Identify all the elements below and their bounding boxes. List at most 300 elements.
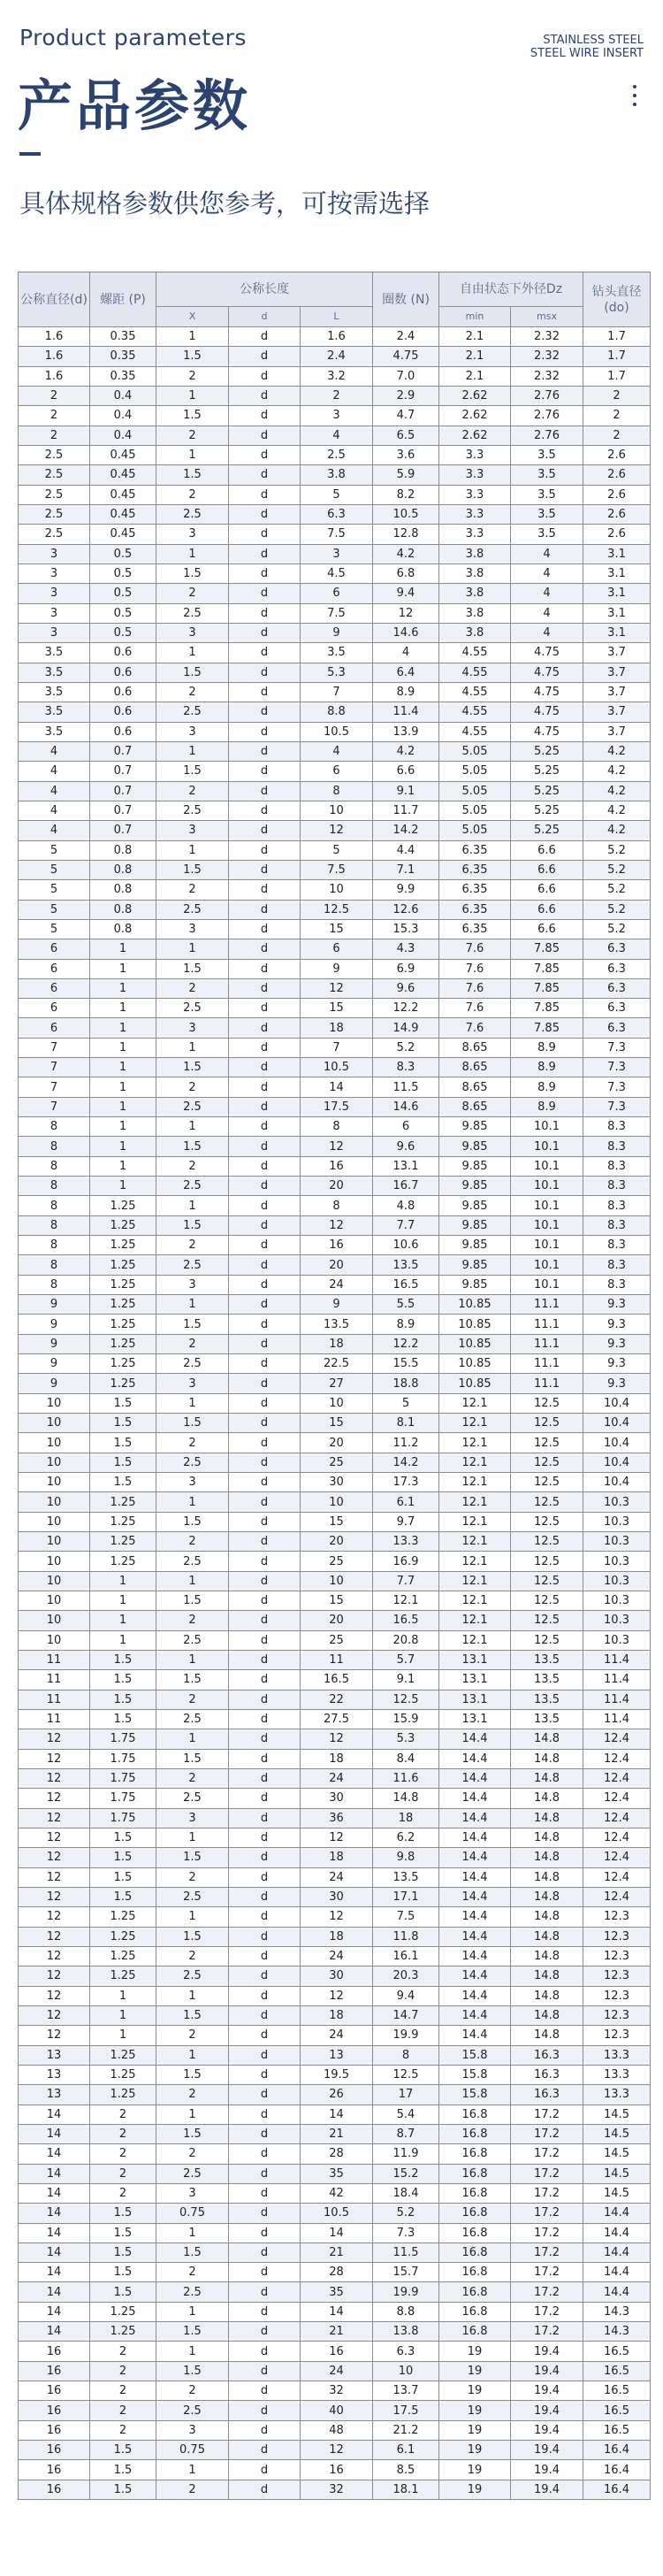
table-cell: 17.2 (511, 2183, 583, 2203)
table-row (19, 2144, 651, 2164)
table-cell: 1 (156, 939, 229, 959)
table-cell: 1.25 (90, 1966, 156, 1986)
table-row (19, 840, 651, 860)
table-cell: 0.4 (90, 406, 156, 426)
table-cell: 9 (19, 1334, 90, 1353)
table-cell: 16 (19, 2361, 90, 2380)
table-row (19, 1808, 651, 1828)
table-cell: 16.5 (301, 1670, 373, 1690)
table-cell: 12.3 (583, 1907, 651, 1927)
table-cell: 14.6 (373, 1097, 439, 1116)
table-cell: 11.1 (511, 1354, 583, 1374)
table-cell: 0.7 (90, 762, 156, 781)
table-cell: 12.4 (583, 1749, 651, 1768)
table-cell: 14.4 (439, 1848, 511, 1867)
table-cell: d (229, 741, 301, 761)
table-cell: 3 (156, 1275, 229, 1294)
table-cell: 10 (19, 1492, 90, 1512)
table-row (19, 1177, 651, 1196)
table-cell: 19.4 (511, 2460, 583, 2480)
table-cell: 0.75 (156, 2204, 229, 2223)
table-cell: 0.45 (90, 504, 156, 524)
table-cell: 10.4 (583, 1433, 651, 1453)
table-cell: 4 (19, 801, 90, 820)
table-cell: d (229, 366, 301, 386)
table-cell: 8.8 (373, 2302, 439, 2321)
table-cell: 6 (19, 978, 90, 998)
table-cell: 1.25 (90, 1354, 156, 1374)
table-cell: 5.3 (301, 663, 373, 682)
table-cell: 16 (19, 2420, 90, 2440)
table-cell: 2 (156, 1433, 229, 1453)
table-cell: 9.8 (373, 1848, 439, 1867)
table-cell: 13.8 (373, 2322, 439, 2342)
table-cell: d (229, 643, 301, 663)
table-cell: d (229, 544, 301, 564)
table-row (19, 762, 651, 781)
table-cell: 1 (90, 1177, 156, 1196)
table-cell: 15 (301, 999, 373, 1018)
table-cell: 30 (301, 1887, 373, 1906)
table-cell: 32 (301, 2480, 373, 2499)
table-cell: 12 (19, 1848, 90, 1867)
table-cell: 10 (373, 2361, 439, 2380)
table-cell: 16.1 (373, 1946, 439, 1966)
table-cell: d (229, 2282, 301, 2302)
table-cell: 1.25 (90, 1927, 156, 1946)
table-cell: 2.5 (156, 900, 229, 919)
table-cell: 4 (19, 821, 90, 840)
table-cell: 13.5 (511, 1690, 583, 1709)
table-cell: 6.6 (511, 860, 583, 879)
table-cell: 1.5 (156, 1749, 229, 1768)
table-cell: 10 (19, 1591, 90, 1611)
table-cell: 1 (156, 1907, 229, 1927)
table-row (19, 465, 651, 485)
header-turns: 圈数 (N) (373, 272, 439, 327)
table-cell: 2 (156, 2263, 229, 2282)
table-cell: d (229, 1650, 301, 1669)
table-cell: d (229, 2263, 301, 2282)
table-cell: d (229, 2124, 301, 2143)
table-cell: d (229, 2085, 301, 2104)
table-cell: d (229, 2204, 301, 2223)
table-cell: 3.5 (511, 445, 583, 464)
table-cell: 8 (301, 781, 373, 801)
table-cell: 1.5 (156, 2005, 229, 2025)
table-cell: 4 (511, 564, 583, 583)
table-row (19, 1927, 651, 1946)
table-cell: 19.4 (511, 2441, 583, 2460)
table-cell: 21.2 (373, 2420, 439, 2440)
table-cell: 2.5 (156, 1709, 229, 1729)
table-cell: 4 (511, 623, 583, 642)
table-cell: 1 (90, 959, 156, 978)
table-cell: 24 (301, 1946, 373, 1966)
table-cell: 5 (301, 840, 373, 860)
table-row (19, 1828, 651, 1847)
table-cell: 14.4 (439, 1946, 511, 1966)
table-cell: d (229, 999, 301, 1018)
table-cell: 10.4 (583, 1393, 651, 1413)
table-row (19, 1946, 651, 1966)
table-cell: 16 (301, 1236, 373, 1255)
table-cell: 15.7 (373, 2263, 439, 2282)
table-cell: 2.32 (511, 366, 583, 386)
table-row (19, 1215, 651, 1235)
table-cell: d (229, 2361, 301, 2380)
table-cell: 2.5 (156, 2164, 229, 2183)
table-cell: 1 (90, 978, 156, 998)
table-cell: 10.1 (511, 1156, 583, 1176)
table-cell: 10.3 (583, 1630, 651, 1650)
table-cell: 2.1 (439, 347, 511, 366)
table-cell: 17.2 (511, 2322, 583, 2342)
table-cell: 27.5 (301, 1709, 373, 1729)
table-cell: 12.1 (373, 1591, 439, 1611)
header-free-min: min (439, 307, 511, 327)
table-cell: 6.1 (373, 2441, 439, 2460)
table-cell: 2 (156, 1077, 229, 1097)
table-cell: 1.5 (90, 2441, 156, 2460)
table-cell: 6.3 (583, 939, 651, 959)
table-cell: 7 (19, 1038, 90, 1057)
table-cell: 1.5 (156, 762, 229, 781)
table-cell: 12.5 (511, 1492, 583, 1512)
table-cell: 3.1 (583, 584, 651, 603)
table-row (19, 2480, 651, 2499)
table-cell: d (229, 445, 301, 464)
table-cell: 14.4 (583, 2282, 651, 2302)
table-cell: 2.9 (373, 386, 439, 405)
table-cell: 7.6 (439, 1018, 511, 1038)
table-cell: 0.8 (90, 900, 156, 919)
table-cell: 2 (156, 2381, 229, 2401)
table-cell: 4 (19, 781, 90, 801)
table-cell: 21 (301, 2242, 373, 2262)
table-cell: 12 (301, 1828, 373, 1847)
table-cell: d (229, 525, 301, 544)
table-cell: d (229, 386, 301, 405)
table-cell: 7.7 (373, 1571, 439, 1591)
table-cell: 0.8 (90, 840, 156, 860)
table-cell: 10 (19, 1532, 90, 1552)
table-cell: 7.3 (583, 1058, 651, 1077)
table-cell: 8 (301, 1196, 373, 1215)
table-cell: 14.4 (439, 1887, 511, 1906)
table-cell: 1 (156, 2045, 229, 2065)
table-cell: 6.3 (583, 999, 651, 1018)
table-cell: 18 (301, 1334, 373, 1353)
table-cell: 1 (156, 1492, 229, 1512)
table-cell: 12.3 (583, 1927, 651, 1946)
table-cell: d (229, 1453, 301, 1472)
table-cell: 1.25 (90, 2085, 156, 2104)
table-cell: 17.2 (511, 2302, 583, 2321)
table-cell: 20.8 (373, 1630, 439, 1650)
table-cell: 2 (301, 386, 373, 405)
table-cell: 6.9 (373, 959, 439, 978)
table-cell: 6.5 (373, 426, 439, 445)
table-cell: 1.5 (90, 2223, 156, 2242)
table-cell: d (229, 2441, 301, 2460)
table-cell: d (229, 1334, 301, 1353)
table-cell: 1.6 (301, 327, 373, 347)
table-cell: 1.5 (90, 1414, 156, 1433)
table-cell: 30 (301, 1473, 373, 1492)
table-cell: d (229, 1354, 301, 1374)
table-cell: 14 (19, 2322, 90, 2342)
table-cell: 2 (156, 1611, 229, 1630)
table-cell: 7.6 (439, 978, 511, 998)
table-cell: 10.6 (373, 1236, 439, 1255)
more-icon[interactable] (633, 85, 636, 110)
table-cell: 5 (19, 840, 90, 860)
table-cell: 17 (373, 2085, 439, 2104)
table-cell: 7 (301, 1038, 373, 1057)
table-cell: 14.8 (511, 1927, 583, 1946)
table-cell: 24 (301, 1768, 373, 1788)
table-row (19, 702, 651, 722)
table-cell: 10.1 (511, 1177, 583, 1196)
table-row (19, 959, 651, 978)
table-cell: 10.4 (583, 1414, 651, 1433)
table-cell: d (229, 1058, 301, 1077)
table-cell: 9.85 (439, 1236, 511, 1255)
table-cell: 18.8 (373, 1374, 439, 1393)
table-cell: d (229, 1077, 301, 1097)
table-cell: 12 (301, 1729, 373, 1749)
table-cell: 1 (156, 1571, 229, 1591)
table-cell: 1 (156, 2342, 229, 2361)
table-cell: 19 (439, 2401, 511, 2420)
table-cell: 9.85 (439, 1177, 511, 1196)
table-cell: 17.2 (511, 2282, 583, 2302)
table-cell: 12 (301, 821, 373, 840)
table-cell: 1.5 (156, 1512, 229, 1531)
table-cell: 3.5 (19, 722, 90, 741)
table-cell: 9.9 (373, 880, 439, 900)
table-cell: 1.6 (19, 327, 90, 347)
table-cell: 14.7 (373, 2005, 439, 2025)
table-cell: 1.5 (90, 1473, 156, 1492)
table-cell: 4.2 (583, 741, 651, 761)
table-cell: 2.5 (156, 504, 229, 524)
table-cell: 11.4 (583, 1690, 651, 1709)
table-row (19, 1433, 651, 1453)
table-cell: 0.4 (90, 426, 156, 445)
table-cell: 17.3 (373, 1473, 439, 1492)
table-cell: 4 (19, 741, 90, 761)
table-cell: 1.25 (90, 2302, 156, 2321)
table-row (19, 2045, 651, 2065)
table-cell: 12.1 (439, 1453, 511, 1472)
table-row (19, 2361, 651, 2380)
table-cell: 12 (19, 1887, 90, 1906)
table-cell: d (229, 1749, 301, 1768)
table-cell: 12.1 (439, 1630, 511, 1650)
table-cell: 12.2 (373, 999, 439, 1018)
table-cell: 0.6 (90, 643, 156, 663)
table-cell: 12.1 (439, 1591, 511, 1611)
table-cell: 2 (156, 1156, 229, 1176)
table-cell: 3 (156, 525, 229, 544)
table-cell: 7.5 (301, 603, 373, 623)
table-cell: 16.8 (439, 2242, 511, 2262)
table-cell: 11.5 (373, 2242, 439, 2262)
table-row (19, 1709, 651, 1729)
table-cell: d (229, 2183, 301, 2203)
table-cell: 1 (156, 741, 229, 761)
table-cell: 10.85 (439, 1295, 511, 1315)
table-cell: 14 (19, 2282, 90, 2302)
table-cell: 1.5 (90, 2282, 156, 2302)
table-cell: 14.8 (511, 1887, 583, 1906)
table-cell: 16 (19, 2401, 90, 2420)
table-cell: d (229, 1196, 301, 1215)
table-cell: 8 (19, 1156, 90, 1176)
table-cell: 14.4 (583, 2242, 651, 2262)
table-cell: 12 (301, 1215, 373, 1235)
table-cell: 15.8 (439, 2045, 511, 2065)
table-cell: d (229, 1097, 301, 1116)
table-cell: 10 (19, 1393, 90, 1413)
table-cell: 12 (19, 1729, 90, 1749)
table-cell: 19.4 (511, 2381, 583, 2401)
table-cell: 8.9 (373, 682, 439, 702)
table-cell: 15.9 (373, 1709, 439, 1729)
table-row (19, 900, 651, 919)
table-cell: 35 (301, 2164, 373, 2183)
table-row (19, 1275, 651, 1294)
table-cell: 0.45 (90, 485, 156, 504)
table-cell: 9.85 (439, 1275, 511, 1294)
table-cell: 7.1 (373, 860, 439, 879)
table-row (19, 1354, 651, 1374)
table-cell: 6.6 (511, 840, 583, 860)
table-cell: 1.5 (90, 1828, 156, 1847)
table-cell: 1 (156, 643, 229, 663)
table-cell: 3.3 (439, 465, 511, 485)
table-cell: 3 (156, 722, 229, 741)
table-cell: 1 (156, 1986, 229, 2005)
table-cell: 1.5 (90, 1453, 156, 1472)
table-cell: 5.05 (439, 801, 511, 820)
table-cell: d (229, 2026, 301, 2045)
table-cell: 13.5 (511, 1650, 583, 1669)
table-cell: 7 (19, 1077, 90, 1097)
table-cell: 6 (373, 1117, 439, 1137)
table-cell: 9.4 (373, 584, 439, 603)
table-cell: 19.4 (511, 2420, 583, 2440)
table-cell: 1.25 (90, 1275, 156, 1294)
table-cell: 7.0 (373, 366, 439, 386)
table-cell: 6.3 (301, 504, 373, 524)
table-cell: 1 (90, 1018, 156, 1038)
table-cell: 1.5 (156, 860, 229, 879)
table-row (19, 1137, 651, 1156)
table-cell: d (229, 880, 301, 900)
header-length-d: d (229, 307, 301, 327)
table-cell: 4.75 (511, 643, 583, 663)
table-cell: d (229, 1887, 301, 1906)
table-row (19, 544, 651, 564)
table-cell: 13.3 (583, 2045, 651, 2065)
header (0, 0, 663, 258)
table-cell: 4.3 (373, 939, 439, 959)
table-cell: 6.8 (373, 564, 439, 583)
table-cell: 2 (90, 2104, 156, 2124)
table-cell: 1.5 (156, 465, 229, 485)
table-cell: 4.55 (439, 682, 511, 702)
table-cell: 10 (19, 1473, 90, 1492)
table-row (19, 1966, 651, 1986)
table-cell: 1.25 (90, 1532, 156, 1552)
table-cell: d (229, 1789, 301, 1808)
table-cell: 5.7 (373, 1650, 439, 1669)
table-cell: d (229, 1177, 301, 1196)
table-cell: d (229, 1867, 301, 1887)
table-cell: 10.1 (511, 1117, 583, 1137)
table-cell: 2.5 (156, 1887, 229, 1906)
table-cell: 19 (439, 2361, 511, 2380)
table-cell: 0.6 (90, 663, 156, 682)
table-cell: 2.1 (439, 366, 511, 386)
table-cell: d (229, 1571, 301, 1591)
table-cell: 28 (301, 2263, 373, 2282)
table-cell: 14 (19, 2144, 90, 2164)
table-cell: 16.5 (583, 2420, 651, 2440)
table-cell: 13.3 (373, 1532, 439, 1552)
table-cell: 15.8 (439, 2065, 511, 2084)
table-cell: 13.1 (439, 1650, 511, 1669)
table-cell: d (229, 1670, 301, 1690)
table-cell: 20 (301, 1177, 373, 1196)
table-cell: 2.5 (156, 603, 229, 623)
table-cell: 7 (301, 682, 373, 702)
table-cell: 1 (90, 1591, 156, 1611)
table-cell: 14.3 (583, 2322, 651, 2342)
table-cell: 0.5 (90, 544, 156, 564)
table-cell: 1.25 (90, 2322, 156, 2342)
table-row (19, 1532, 651, 1552)
table-cell: 1.25 (90, 1374, 156, 1393)
table-cell: 12 (19, 1946, 90, 1966)
table-cell: 8.65 (439, 1058, 511, 1077)
table-row (19, 1077, 651, 1097)
header-free-outer-diameter: 自由状态下外径Dz (439, 272, 583, 307)
table-cell: 1.5 (90, 1867, 156, 1887)
table-cell: 12.5 (511, 1414, 583, 1433)
table-cell: 10 (19, 1433, 90, 1453)
table-cell: 2 (90, 2420, 156, 2440)
table-cell: d (229, 1433, 301, 1453)
table-cell: 1.7 (583, 327, 651, 347)
table-cell: 6.6 (373, 762, 439, 781)
table-cell: 5 (19, 860, 90, 879)
table-cell: 1.75 (90, 1768, 156, 1788)
table-cell: 8.65 (439, 1038, 511, 1057)
table-cell: 12.1 (439, 1433, 511, 1453)
table-row (19, 2381, 651, 2401)
table-cell: 1 (156, 1196, 229, 1215)
table-cell: 1.25 (90, 1255, 156, 1275)
table-cell: 1 (90, 1630, 156, 1650)
table-cell: 2 (156, 2144, 229, 2164)
table-cell: 24 (301, 1867, 373, 1887)
table-cell: 14.8 (511, 1749, 583, 1768)
table-cell: d (229, 1768, 301, 1788)
